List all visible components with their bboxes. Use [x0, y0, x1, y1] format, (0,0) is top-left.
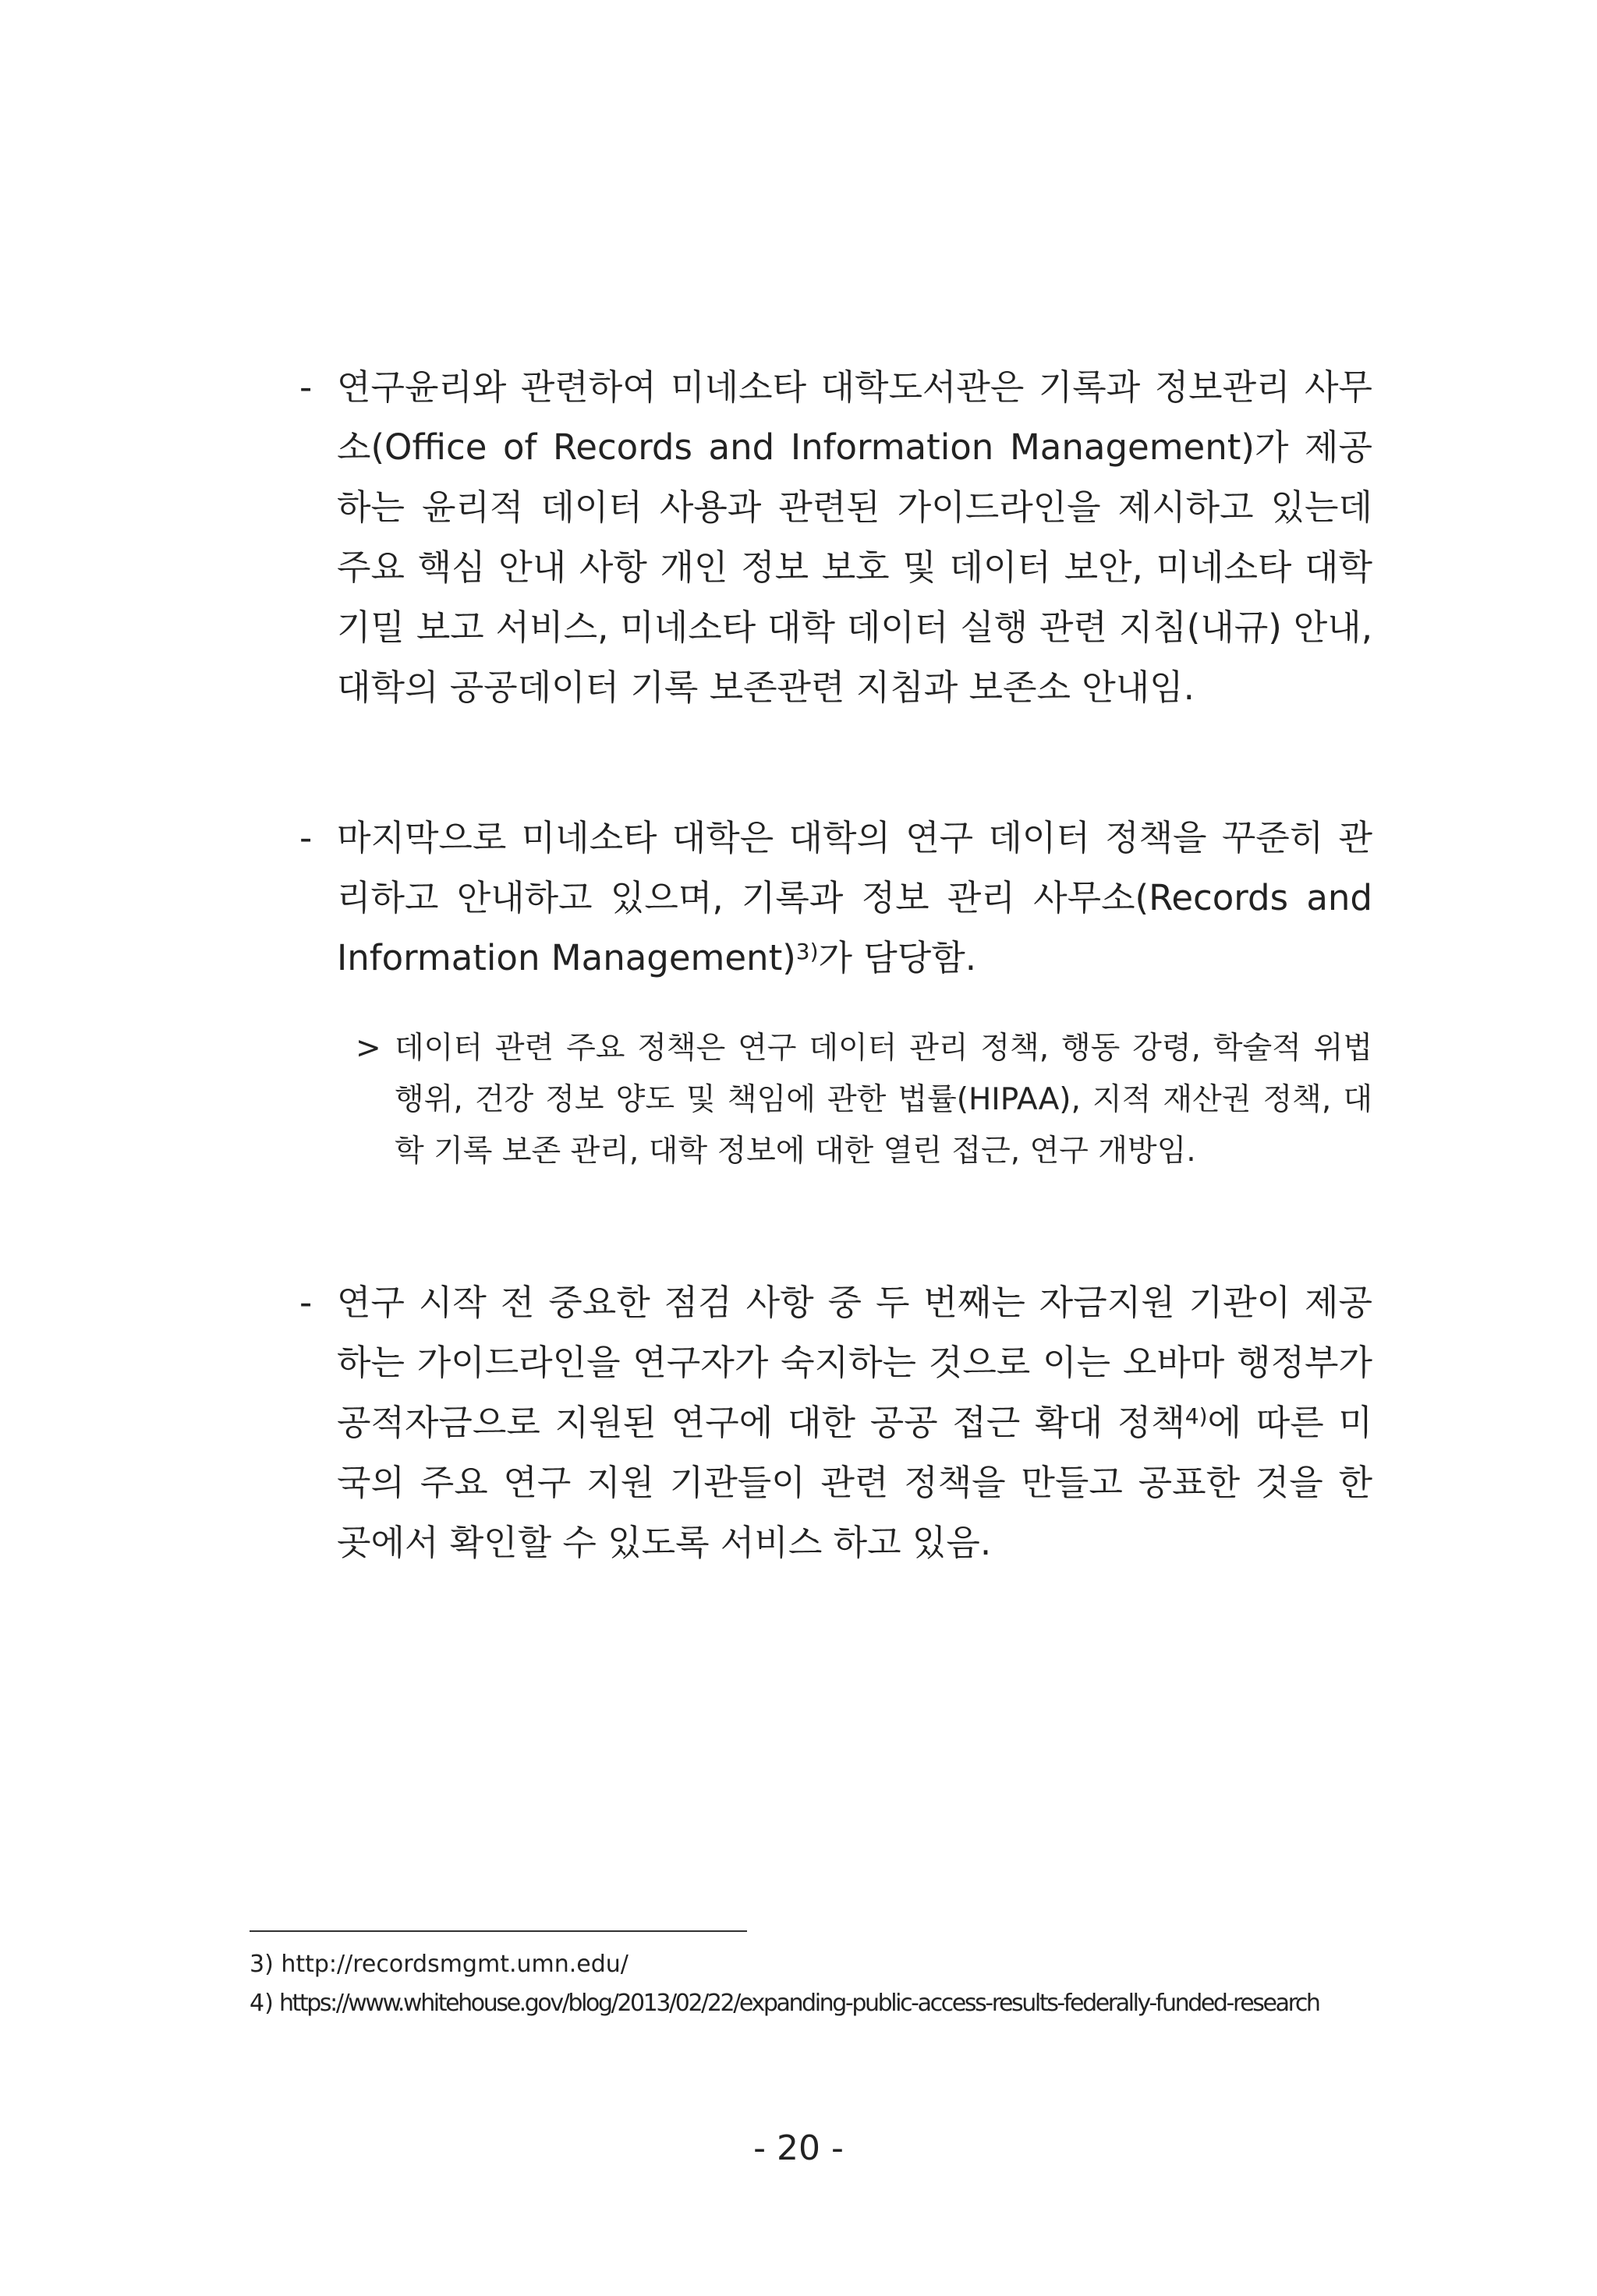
sub-item-text: 데이터 관련 주요 정책은 연구 데이터 관리 정책, 행동 강령, 학술적 위법 행위, 건강 정보 양도 및 책임에 관한 법률(HIPAA), 지적 재산권 정책, 대학 기록 보존 관리, 대학 정보에 대한 열린 접근, 연구 개방임.: [395, 1031, 1372, 1169]
footnote-4: [250, 1988, 1319, 2019]
bullet-text-part: 에 따른 미국의 주요 연구 지원 기관들이 관련 정책을 만들고 공표한 것을 한 곳에서 확인할 수 있도록 서비스 하고 있음.: [337, 1402, 1372, 1563]
footnote-label: 4): [250, 1990, 274, 2017]
bullet-marker: -: [299, 817, 313, 858]
footnote-url[interactable]: http://recordsmgmt.umn.edu/: [281, 1951, 629, 1978]
footnote-3: [250, 1949, 629, 1980]
footnote-divider: [250, 1930, 747, 1932]
bullet-item-research-ethics: [299, 357, 1372, 717]
bullet-item-funding-guidelines: [299, 1272, 1372, 1573]
footnote-ref-4: 4): [1184, 1403, 1208, 1429]
footnote-url[interactable]: https://www.whitehouse.gov/blog/2013/02/22/expanding-public-access-results-federally-funded-research: [278, 1990, 1319, 2017]
footnote-ref-3: 3): [795, 939, 819, 964]
bullet-text: 연구윤리와 관련하여 미네소타 대학도서관은 기록과 정보관리 사무소(Office of Records and Information Management)가 제공하는 윤리적 데이터 사용과 관련된 가이드라인을 제시하고 있는데 주요 핵심 안내 사항 개인 정보 보호 및 데이터 보안, 미네소타 대학 기밀 보고 서비스, 미네소타 대학 데이터 실행 관련 지침(내규) 안내, 대학의 공공데이터 기록 보존관련 지침과 보존소 안내임.: [337, 366, 1372, 708]
bullet-marker: -: [299, 366, 313, 408]
sub-item-policies: [356, 1023, 1372, 1177]
bullet-item-data-policy: [299, 808, 1372, 988]
bullet-text-part: 가 담당함.: [818, 937, 977, 978]
bullet-text-part: 연구 시작 전 중요한 점검 사항 중 두 번째는 자금지원 기관이 제공하는 가이드라인을 연구자가 숙지하는 것으로 이는 오바마 행정부가 공적자금으로 지원된 연구에 대한 공공 접근 확대 정책: [337, 1282, 1372, 1443]
bullet-text: [337, 808, 1372, 988]
bullet-text-part: 마지막으로 미네소타 대학은 대학의 연구 데이터 정책을 꾸준히 관리하고 안내하고 있으며, 기록과 정보 관리 사무소(Records and Information Management): [337, 817, 1372, 978]
bullet-marker: -: [299, 1282, 313, 1323]
page-number: - 20 -: [753, 2128, 844, 2168]
footnote-label: 3): [250, 1951, 274, 1978]
sub-item-marker: >: [356, 1031, 381, 1066]
bullet-text: [337, 1272, 1372, 1573]
